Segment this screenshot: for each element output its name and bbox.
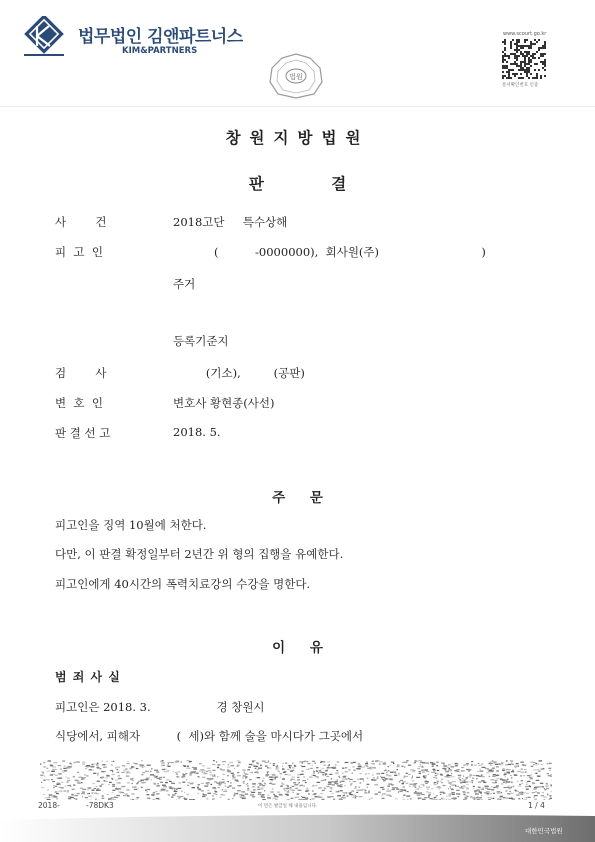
disposition-line: 피고인에게 40시간의 폭력치료강의 수강을 명한다. [55, 577, 311, 591]
facts-line: 피고인은 2018. 3. 경 창원시 [55, 700, 265, 714]
footer-document-number: 2018- -78DK3 [38, 801, 114, 810]
seal-text: 법원 [289, 73, 303, 81]
field-value-registration: 등록기준지 [173, 334, 229, 348]
field-label-counsel: 변 호 인 [55, 396, 103, 410]
page-indicator: 1 / 4 [528, 801, 545, 810]
facts-line: 식당에서, 피해자 ( 세)와 함께 술을 마시다가 그곳에서 [55, 729, 364, 743]
footer-notice: 이 면은 발급일 해 내용입니다. [258, 804, 318, 809]
field-value-address: 주거 [173, 277, 196, 291]
field-value-sentencing-date: 2018. 5. [173, 425, 221, 439]
field-value-defendant: ( -0000000), 회사원(주) ) [214, 245, 486, 259]
field-value-counsel: 변호사 황현종(사선) [173, 396, 275, 410]
field-label-case: 사 건 [55, 215, 107, 229]
field-label-sentencing-date: 판 결 선 고 [55, 426, 111, 440]
disposition-line: 다만, 이 판결 확정일부터 2년간 위 형의 집행을 유예한다. [55, 547, 344, 561]
disposition-line: 피고인을 징역 10월에 처한다. [55, 518, 207, 532]
court-name: 창원지방법원 [225, 128, 370, 147]
firm-logo-icon [20, 16, 68, 60]
header-divider [0, 106, 595, 107]
field-label-prosecutor: 검 사 [55, 366, 107, 380]
court-seal-icon [266, 52, 326, 100]
field-value-case: 2018고단 특수상해 [173, 215, 288, 229]
firm-name-english: KIM&PARTNERS [122, 46, 198, 56]
document-title: 판 결 [248, 174, 347, 193]
security-pattern-band [40, 760, 552, 800]
verification-qr-code-icon [502, 39, 546, 79]
qr-caption: 문서확인번호 인증 [502, 83, 539, 88]
bottom-ribbon [0, 812, 595, 842]
reasons-title: 이 유 [272, 640, 323, 656]
facts-heading: 범 죄 사 실 [55, 670, 121, 684]
field-label-defendant: 피 고 인 [55, 245, 103, 259]
qr-url: www.scourt.go.kr [503, 31, 547, 37]
field-value-prosecutor: (기소), (공판) [173, 366, 305, 380]
disposition-title: 주 문 [272, 490, 323, 506]
firm-name-korean: 법무법인 김앤파트너스 [78, 27, 243, 47]
ribbon-text: 대한민국법원 [525, 827, 563, 835]
